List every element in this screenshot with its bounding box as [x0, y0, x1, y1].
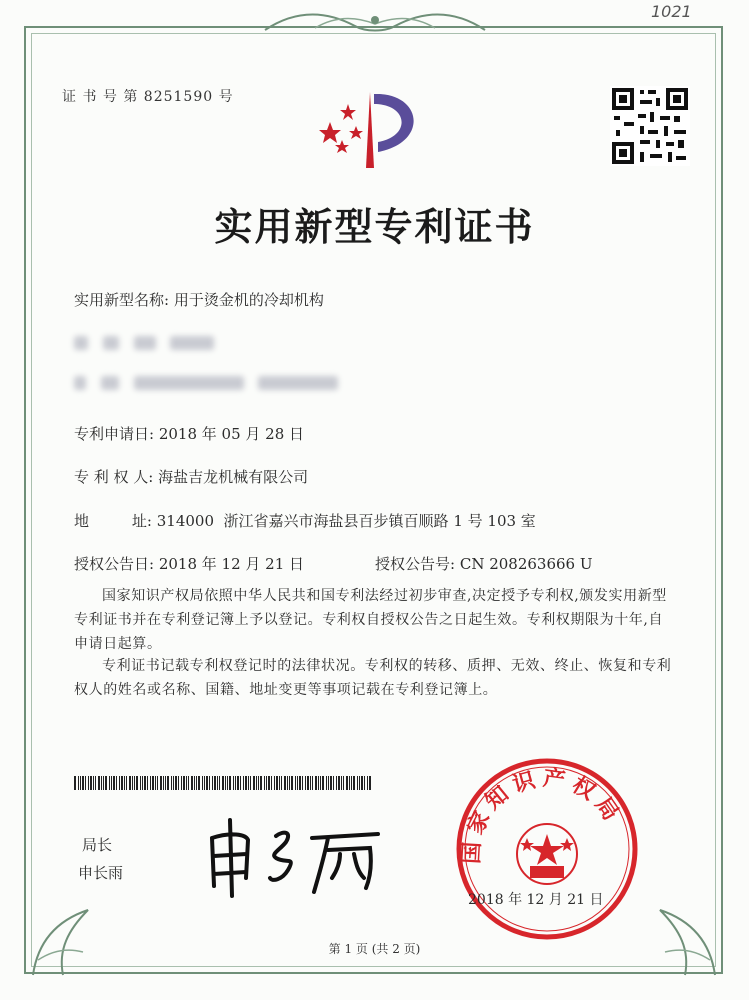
grant-date-row — [74, 553, 304, 574]
page-indicator: 第 1 页 (共 2 页) — [328, 942, 421, 956]
redacted-row-1 — [74, 333, 224, 351]
pub-no-label: 授权公告号: — [375, 555, 456, 573]
application-date-row — [74, 423, 304, 444]
grant-number-row — [375, 553, 593, 574]
certificate-number: 证 书 号 第 8251590 号 — [62, 89, 234, 105]
name-label: 实用新型名称: — [74, 291, 170, 309]
address-label: 地 址: — [74, 512, 152, 530]
legal-status-paragraph: 专利证书记载专利权登记时的法律状况。专利权的转移、质押、无效、终止、恢复和专利权人的姓名或名称、国籍、地址变更等事项记载在专利登记簿上。 — [74, 658, 672, 698]
bottom-right-ornament — [630, 880, 720, 980]
patent-office-emblem-icon — [312, 82, 442, 172]
qr-code-icon — [610, 86, 690, 166]
top-ornament — [255, 8, 495, 38]
owner-value: 海盐吉龙机械有限公司 — [158, 468, 309, 486]
grant-statement-paragraph: 国家知识产权局依照中华人民共和国专利法经过初步审查,决定授予专利权,颁发实用新型专利证书并在专利登记簿上予以登记。专利权自授权公告之日起生效。专利权期限为十年,自申请日起算。 — [74, 588, 667, 652]
seal-date: 2018 年 12 月 21 日 — [468, 892, 604, 908]
redacted-block — [101, 376, 119, 390]
patentee-row — [74, 466, 308, 487]
handwritten-signature — [200, 808, 390, 898]
barcode-icon — [74, 776, 372, 790]
utility-model-name-row — [74, 289, 324, 310]
signatory-title: 局长 — [82, 836, 113, 854]
redacted-block — [134, 336, 156, 350]
official-seal — [452, 754, 642, 944]
pub-no-value: CN 208263666 U — [459, 555, 593, 573]
redacted-block — [258, 376, 338, 390]
pub-date-value: 2018 年 12 月 21 日 — [158, 555, 305, 573]
bottom-left-ornament — [28, 880, 118, 980]
redacted-block — [170, 336, 214, 350]
handwritten-note: 1021 — [651, 2, 692, 21]
name-value: 用于烫金机的冷却机构 — [173, 291, 324, 309]
address-row — [74, 510, 536, 531]
redacted-block — [103, 336, 119, 350]
redacted-block — [134, 376, 244, 390]
redacted-block — [74, 376, 86, 390]
date-label: 专利申请日: — [74, 425, 155, 443]
pub-date-label: 授权公告日: — [74, 555, 155, 573]
signatory-name: 申长雨 — [78, 864, 124, 882]
owner-label: 专 利 权 人: — [74, 468, 154, 486]
address-value: 314000 浙江省嘉兴市海盐县百步镇百顺路 1 号 103 室 — [156, 512, 536, 530]
redacted-block — [74, 336, 88, 350]
svg-text:国家知识产权局: 国家知识产权局 — [459, 765, 627, 865]
redacted-row-2 — [74, 373, 348, 391]
certificate-title: 实用新型专利证书 — [214, 205, 535, 249]
date-value: 2018 年 05 月 28 日 — [158, 425, 305, 443]
